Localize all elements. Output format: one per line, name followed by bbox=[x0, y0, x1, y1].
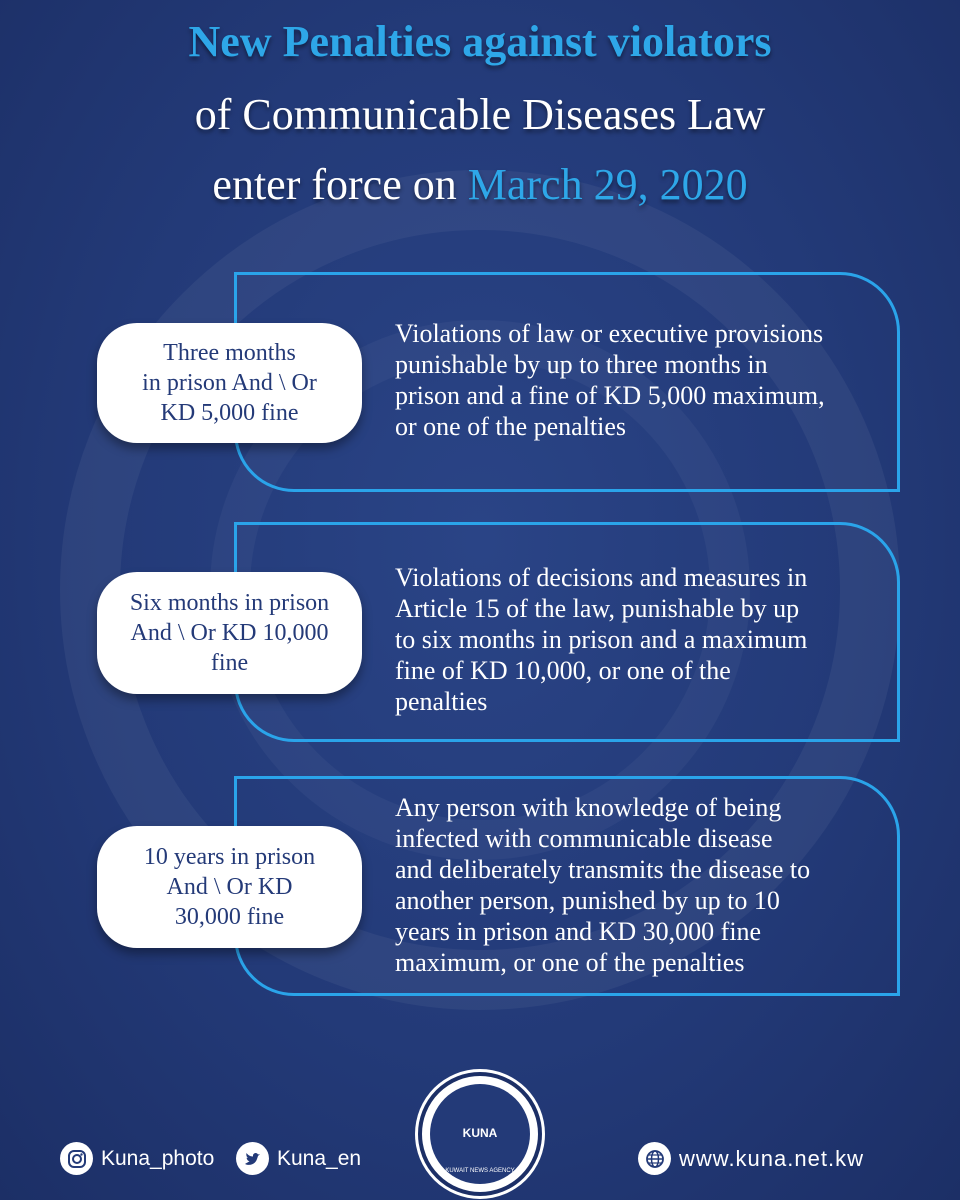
summary-line: 10 years in prison bbox=[143, 844, 316, 870]
description-line: punishable by up to three months in bbox=[395, 350, 768, 379]
summary-line: KD 5,000 fine bbox=[160, 400, 299, 426]
twitter-icon bbox=[236, 1142, 269, 1175]
description-line: to six months in prison and a maximum bbox=[395, 625, 808, 654]
description-line: penalties bbox=[395, 687, 488, 716]
title-line-2: of Communicable Diseases Law bbox=[194, 90, 766, 139]
penalty-description-3 bbox=[395, 792, 895, 978]
penalty-summary-3 bbox=[97, 826, 362, 948]
logo-text: KUNA bbox=[462, 1126, 498, 1140]
description-line: infected with communicable disease bbox=[395, 824, 773, 853]
description-line: Any person with knowledge of being bbox=[395, 793, 782, 822]
summary-line: fine bbox=[210, 650, 249, 676]
penalty-description-2 bbox=[395, 562, 895, 717]
summary-line: in prison And \ Or bbox=[142, 370, 317, 396]
description-line: Violations of decisions and measures in bbox=[395, 563, 808, 592]
description-line: maximum, or one of the penalties bbox=[395, 948, 745, 977]
description-line: Violations of law or executive provisions bbox=[395, 319, 824, 348]
website-url: www.kuna.net.kw bbox=[679, 1145, 864, 1171]
description-line: or one of the penalties bbox=[395, 412, 627, 441]
summary-line: Six months in prison bbox=[129, 590, 330, 616]
summary-line: And \ Or KD 10,000 bbox=[130, 620, 329, 646]
description-line: years in prison and KD 30,000 fine bbox=[395, 917, 762, 946]
instagram-handle: Kuna_photo bbox=[101, 1146, 215, 1170]
penalty-summary-1 bbox=[97, 323, 362, 443]
instagram-link[interactable] bbox=[60, 1142, 214, 1175]
description-line: prison and a fine of KD 5,000 maximum, bbox=[395, 381, 825, 410]
title-date: March 29, 2020 bbox=[467, 160, 748, 209]
logo-subtext: KUWAIT NEWS AGENCY bbox=[445, 1168, 515, 1174]
twitter-handle: Kuna_en bbox=[277, 1146, 362, 1170]
globe-icon bbox=[638, 1142, 671, 1175]
penalty-summary-2 bbox=[97, 572, 362, 694]
summary-line: Three months bbox=[163, 340, 296, 366]
title-line-1: New Penalties against violators bbox=[188, 17, 772, 66]
penalty-description-1 bbox=[395, 318, 895, 442]
website-link[interactable] bbox=[638, 1142, 864, 1175]
description-line: another person, punished by up to 10 bbox=[395, 886, 780, 915]
summary-line: 30,000 fine bbox=[174, 904, 285, 930]
twitter-link[interactable] bbox=[236, 1142, 361, 1175]
summary-line: And \ Or KD bbox=[166, 874, 293, 900]
kuna-logo bbox=[418, 1072, 542, 1196]
description-line: Article 15 of the law, punishable by up bbox=[395, 594, 800, 623]
instagram-icon bbox=[60, 1142, 93, 1175]
title-prefix: enter force on bbox=[212, 160, 457, 209]
description-line: and deliberately transmits the disease to bbox=[395, 855, 811, 884]
title-line-3 bbox=[0, 160, 960, 209]
description-line: fine of KD 10,000, or one of the bbox=[395, 656, 731, 685]
